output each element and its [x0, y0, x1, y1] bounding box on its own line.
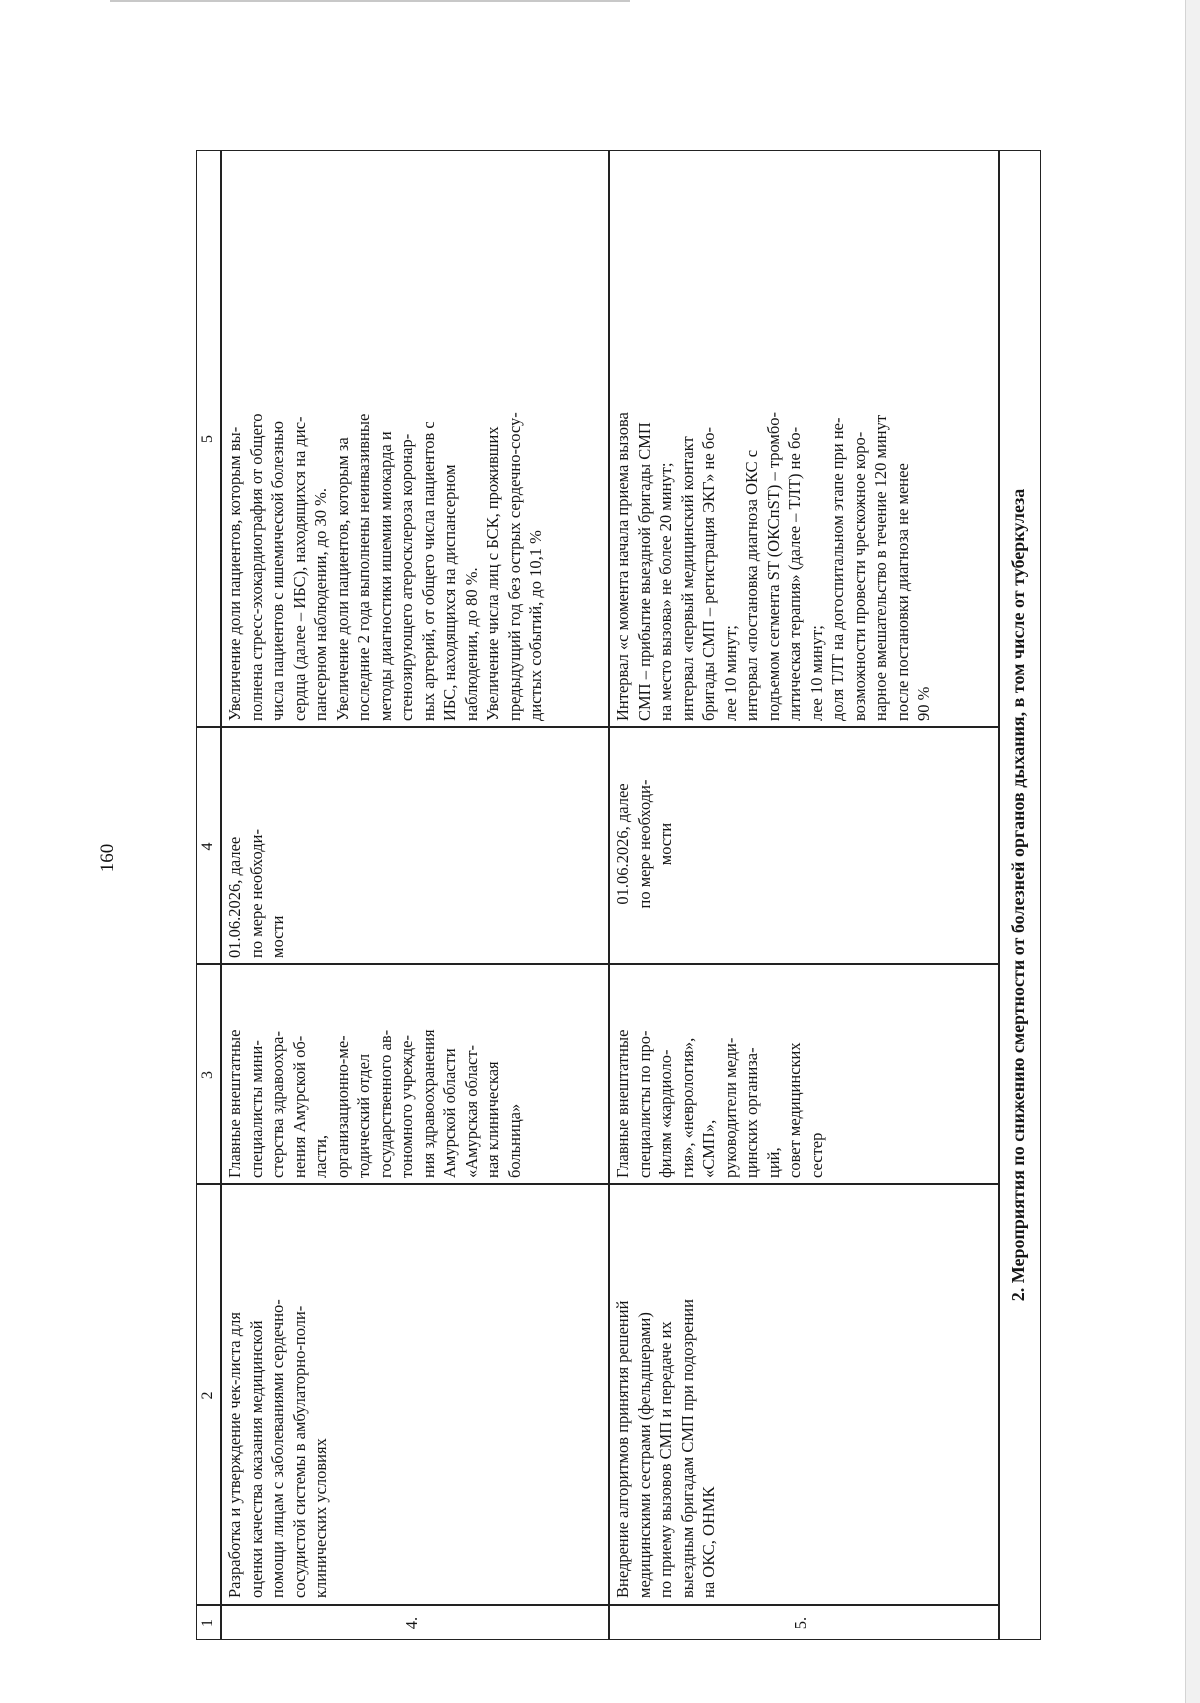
header-col-2: 2 — [199, 1391, 216, 1400]
header-col-3: 3 — [199, 1071, 216, 1079]
header-rule — [220, 150, 222, 1640]
measures-table — [196, 150, 1041, 1640]
result-cell: Интервал «с момента начала приема вызова СМП – прибытие выездной бригады СМП на место вызова» не более 20 минут; интервал «первый медицинский контакт бригады СМП – регистрация ЭКГ» не бо- лее 10 минут; интервал «постановка диагноза ОКС с подъемом сегмента ST (ОКСпST) – тромбо- литическая терапия» (далее – ТЛТ) не бо- лее 10 минут; доля ТЛТ на догоспитальном этапе при не- возможности провести чрескожное коро- нарное вмешательство в течение 120 минут после постановки диагноза не менее 90 % — [613, 411, 933, 721]
header-col-1: 1 — [199, 1619, 216, 1627]
row-rule — [998, 150, 1000, 1640]
responsible-cell: Главные внештатные специалисты по про- филям «кардиоло- гия», «неврология», «СМП», руководители меди- цинских организа- ций, совет медицинских сестер — [613, 1029, 826, 1178]
result-cell: Увеличение доли пациентов, которым вы- полнена стресс-эхокардиография от общего числа пациентов с ишемической болезнью сердца (далее – ИБС), находящихся на дис- пансерном наблюдении, до 30 %. Увеличение доли пациентов, которым за последние 2 года выполнены неинвазивные методы диагностики ишемии миокарда и стенозирующего атеросклероза коронар- ных артерий, от общего числа пациентов с ИБС, находящихся на диспансерном наблюдении, до 80 %. Увеличение числа лиц с БСК, проживших предыдущий год без острых сердечно-сосу- дистых событий, до 10,1 % — [225, 412, 545, 721]
action-cell: Внедрение алгоритмов принятия решений медицинскими сестрами (фельдшерами) по приему вызовов СМП и передаче их выездным бригадам СМП при подозрении на ОКС, ОНМК — [613, 1299, 718, 1598]
date-cell: 01.06.2026, далее по мере необходи- мости — [225, 829, 287, 958]
section-heading: 2. Мероприятия по снижению смертности от болезней органов дыхания, в том числе от туберкулеза — [1008, 488, 1028, 1302]
action-cell: Разработка и утверждение чек-листа для оценки качества оказания медицинской помощи лицам с заболеваниями сердечно- сосудистой системы в амбулаторно-поли- клинических условиях — [225, 1299, 330, 1598]
header-col-4: 4 — [199, 842, 216, 851]
responsible-cell: Главные внештатные специалисты мини- стерства здравоохра- нения Амурской об- ласти, организационно-ме- тодический отдел государственного ав- тономного учрежде- ния здравоохранения Амурской области «Амурская област- ная клиническая больница» — [225, 1029, 524, 1178]
column-rule — [196, 727, 998, 729]
document-page: 160 1 2 3 4 5 4. Разработка и утверждение чек-листа для оценки качества оказания медицинской помощи лицам с заболеваниями сердечно- сосудистой системы в амбулаторно-поли- клинических условиях Главные внештатные специалисты мини- стерства здравоохра- нения Амурской об- ласти, организационно-ме- тодический отдел государственного ав- тономного учрежде- ния здравоохранения Амурской области «Амурская област- ная клиническая больница» 01.06.2026, далее по мере необходи- мости Увеличение доли пациентов, которым вы- полнена стресс-эхокардиография от общего числа пациентов с ишемической болезнью сердца (далее – ИБС), находящихся на дис- пансерном наблюдении, до 30 %. Увеличение доли пациентов, которым за последние 2 года выполнены неинвазивные методы диагностики ишемии миокарда и стенозирующего атеросклероза коронар- ных артерий, от общего числа пациентов с ИБС, находящихся на диспансерном наблюдении, до 80 %. Увеличение числа лиц с БСК, проживших предыдущий год без острых сердечно-сосу- дистых событий, до 10,1 % 5. Внедрение алгоритмов принятия решений медицинскими сестрами (фельдшерами) по приему вызовов СМП и передаче их выездным бригадам СМП при подозрении на ОКС, ОНМК Главные внештатные специалисты по про- филям «кардиоло- гия», «неврология», «СМП», руководители меди- цинских организа- ций, совет медицинских сестер 01.06.2026, далее по мере необходи- мости Интервал «с момента начала приема вызова СМП – прибытие выездной бригады СМП на место вызова» не более 20 минут; интервал «первый медицинский контакт бригады СМП – регистрация ЭКГ» не бо- лее 10 минут; интервал «постановка диагноза ОКС с подъемом сегмента ST (ОКСпST) – тромбо- литическая терапия» (далее – ТЛТ) не бо- лее 10 минут; доля ТЛТ на догоспитальном этапе при не- возможности провести чрескожное коро- нарное вмешательство в течение 120 минут после постановки диагноза не менее 90 % 2. Мероприятия по снижению смертности от болезней органов дыхания, в том числе от туберкулеза — [0, 0, 1186, 1703]
rotated-table-region — [196, 150, 1041, 1640]
column-rule — [196, 1605, 998, 1607]
scan-edge-line — [110, 0, 630, 2]
row-number: 4. — [402, 1616, 421, 1630]
row-rule — [608, 150, 610, 1640]
header-col-5: 5 — [199, 435, 216, 443]
column-rule — [196, 964, 998, 966]
column-rule — [196, 1184, 998, 1186]
row-number: 5. — [791, 1616, 810, 1630]
date-cell: 01.06.2026, далее по мере необходи- мости — [613, 779, 675, 909]
